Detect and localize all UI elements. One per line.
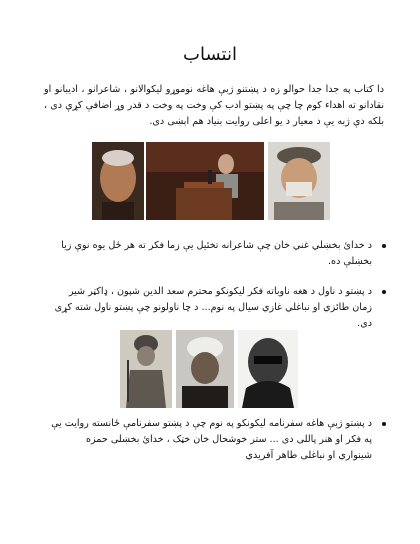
list-item (50, 416, 372, 464)
bullet-icon (382, 290, 386, 294)
intro-paragraph: دا کتاب په جدا جدا حوالو زه د پښتنو ژبې هاغه نوموړو ليکوالانو ، شاعرانو ، اديبانو او نقادانو ته اهداء کوم چا چې په پښتو ادب کې وخت په وخت د قدر وړ اضافې کړې دی ، بلکه دې ژبه يې د معيار د يو اعلی روايت بنياد هم اېښی دی. (44, 84, 384, 127)
page-title: انتساب (183, 44, 237, 65)
portrait-photo-man-in-cap (268, 142, 330, 220)
list-item-text: د پښتو ژبې هاغه سفرنامه ليکونکو په نوم چې د پښتو سفرنامې ځانسته روايت يې په فکر او هنر پاللی دی ... ستر خوشحال خان خټک ، خدائ بخښلی حمزه شينواري او نباغلی طاهر آفريدي (51, 418, 372, 461)
portrait-photo-elder (92, 142, 144, 220)
photo-speaker-podium (146, 142, 264, 220)
list-item-text: د خدائ بخښلي غني خان چې شاعرانه تخئيل يې زما فکر ته هر ځل يوه نوې زيا بخښلې ده. (61, 240, 372, 267)
bullet-icon (382, 244, 386, 248)
list-item (50, 284, 372, 332)
list-item (50, 238, 372, 270)
bullet-icon (382, 422, 386, 426)
portrait-photo-man-with-glasses (238, 330, 298, 408)
painting-warrior-portrait (120, 330, 172, 408)
portrait-photo-man-in-turban (176, 330, 234, 408)
list-item-text: د پښتو د ناول د هغه ناوباته فکر ليکونکو محترم سعد الدين شپون ، ډاکټر شير زمان طائزي او نباغلي غازي سيال په نوم... د چا ناولونو چې پښتو ناول شته کړی دی. (54, 286, 372, 329)
